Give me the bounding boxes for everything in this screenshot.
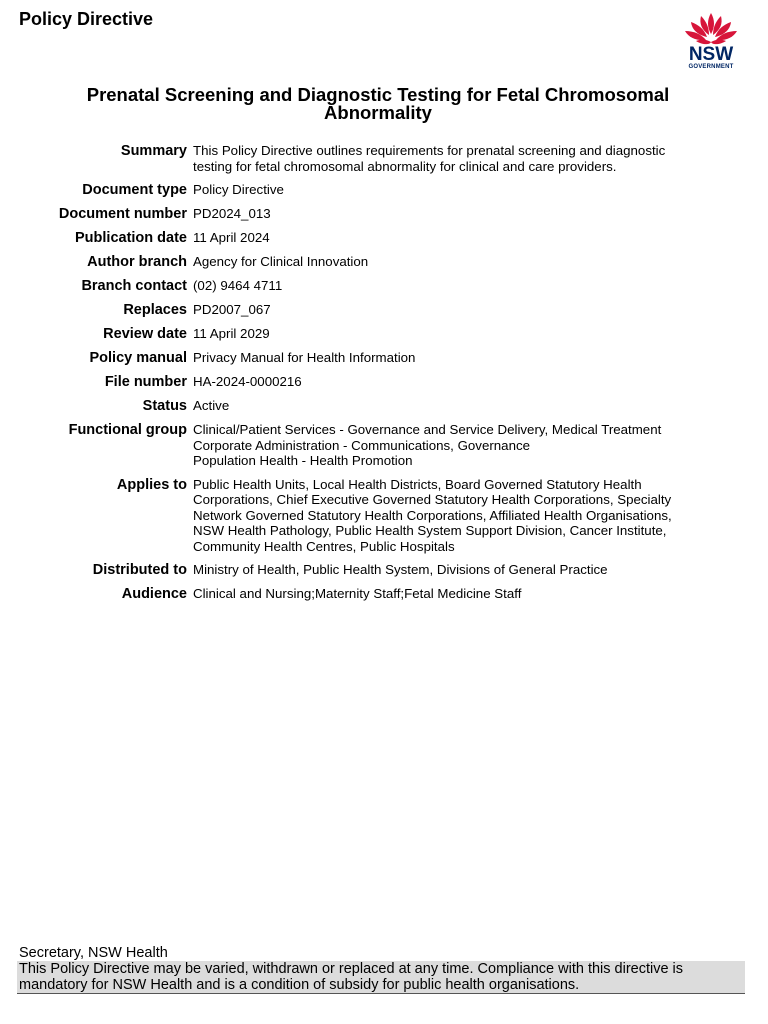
metadata-row: [0, 229, 768, 246]
metadata-value-line: HA-2024-0000216: [193, 374, 302, 389]
metadata-label: Author branch: [87, 254, 187, 270]
metadata-value-line: (02) 9464 4711: [193, 278, 283, 293]
metadata-row: [0, 397, 768, 414]
document-type-heading: Policy Directive: [19, 9, 154, 29]
metadata-label: Policy manual: [89, 350, 187, 366]
metadata-value-line: Network Governed Statutory Health Corporations, Affiliated Health Organisations,: [193, 507, 672, 523]
metadata-label: File number: [104, 374, 187, 390]
metadata-value: [193, 205, 713, 222]
metadata-value-line: Clinical and Nursing;Maternity Staff;Fetal Medicine Staff: [193, 586, 522, 601]
metadata-value-line: Policy Directive: [193, 182, 284, 197]
metadata-row: [0, 373, 768, 390]
metadata-row: [0, 301, 768, 318]
metadata-row: [0, 476, 768, 555]
metadata-value-line: Agency for Clinical Innovation: [193, 254, 369, 269]
metadata-value-line: Active: [193, 398, 230, 413]
metadata-row: [0, 349, 768, 366]
metadata-value-line: Corporations, Chief Executive Governed Statutory Health Corporations, Specialty: [193, 492, 672, 507]
metadata-label: Audience: [121, 586, 187, 602]
metadata-value: [193, 325, 713, 342]
metadata-label: Review date: [103, 326, 187, 342]
logo-nsw-text: NSW: [688, 44, 734, 65]
metadata-value-line: testing for fetal chromosomal abnormality for clinical and care providers.: [193, 158, 617, 174]
metadata-label: Status: [142, 398, 187, 414]
metadata-label: Summary: [120, 143, 187, 159]
metadata-row: [0, 205, 768, 222]
metadata-value: [193, 301, 713, 318]
metadata-label: Distributed to: [92, 562, 187, 578]
metadata-label: Document number: [58, 206, 187, 222]
metadata-row: [0, 585, 768, 602]
metadata-label: Document type: [82, 182, 187, 198]
metadata-value-line: Community Health Centres, Public Hospitals: [193, 538, 455, 554]
disclaimer-box: [17, 961, 745, 994]
metadata-value: [193, 476, 713, 555]
title-line: Prenatal Screening and Diagnostic Testing for Fetal Chromosomal: [86, 84, 670, 105]
logo-government-text: GOVERNMENT: [688, 64, 734, 70]
metadata-row: [0, 181, 768, 198]
metadata-value-line: PD2007_067: [193, 302, 271, 317]
signatory: Secretary, NSW Health: [19, 945, 168, 961]
metadata-value-line: Privacy Manual for Health Information: [193, 350, 416, 365]
metadata-value: [193, 561, 713, 578]
waratah-icon: [682, 12, 740, 46]
metadata-value: [193, 373, 713, 390]
metadata-value: [193, 277, 713, 294]
metadata-value-line: Ministry of Health, Public Health System, Divisions of General Practice: [193, 562, 608, 577]
metadata-table: [0, 142, 768, 609]
metadata-row: [0, 561, 768, 578]
title-line: Abnormality: [324, 102, 432, 123]
metadata-value-line: This Policy Directive outlines requirements for prenatal screening and diagnostic: [193, 143, 666, 158]
metadata-value-line: PD2024_013: [193, 206, 271, 221]
metadata-value: [193, 181, 713, 198]
metadata-label: Branch contact: [81, 278, 187, 294]
metadata-value: [193, 585, 713, 602]
document-title: [40, 86, 716, 122]
disclaimer-line: mandatory for NSW Health and is a condition of subsidy for public health organisations.: [19, 976, 580, 993]
metadata-value: [193, 349, 713, 366]
metadata-row: [0, 253, 768, 270]
nsw-government-logo: [682, 12, 742, 74]
metadata-row: [0, 277, 768, 294]
metadata-row: [0, 325, 768, 342]
metadata-value-line: 11 April 2024: [193, 230, 270, 245]
metadata-value: [193, 142, 713, 174]
metadata-row: [0, 142, 768, 174]
metadata-label: Functional group: [68, 422, 187, 438]
metadata-value-line: Public Health Units, Local Health Districts, Board Governed Statutory Health: [193, 476, 642, 492]
metadata-value: [193, 421, 713, 469]
metadata-value: [193, 397, 713, 414]
metadata-value: [193, 229, 713, 246]
metadata-value-line: Clinical/Patient Services - Governance and Service Delivery, Medical Treatment: [193, 422, 662, 437]
metadata-row: [0, 421, 768, 469]
metadata-value-line: Corporate Administration - Communications, Governance: [193, 437, 531, 453]
metadata-label: Applies to: [116, 476, 187, 493]
metadata-value-line: NSW Health Pathology, Public Health System Support Division, Cancer Institute,: [193, 523, 667, 538]
metadata-label: Publication date: [75, 230, 187, 246]
metadata-label: Replaces: [123, 302, 187, 318]
metadata-value-line: 11 April 2029: [193, 326, 270, 341]
metadata-value-line: Population Health - Health Promotion: [193, 453, 413, 468]
disclaimer-line: This Policy Directive may be varied, withdrawn or replaced at any time. Compliance with this directive is: [19, 961, 684, 977]
metadata-value: [193, 253, 713, 270]
